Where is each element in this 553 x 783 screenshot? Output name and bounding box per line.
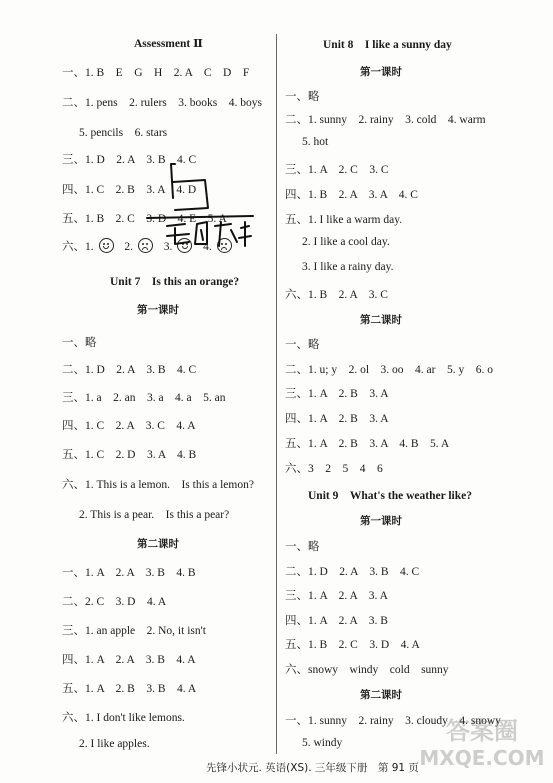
answer-row: 四、1. C 2. B 3. A 4. D (62, 184, 197, 196)
answer-row: 五、1. B 2. C 3. D 4. E 5. A (62, 213, 227, 225)
answer-row: 二、1. pens 2. rulers 3. books 4. boys (62, 97, 262, 109)
answer-row: 二、1. u; y 2. ol 3. oo 4. ar 5. y 6. o (285, 364, 493, 376)
answer-row: 二、1. D 2. A 3. B 4. C (62, 364, 197, 376)
lesson-title: 第二课时 (360, 314, 402, 326)
lesson-title: 第二课时 (137, 538, 179, 550)
answer-row: 四、1. B 2. A 3. A 4. C (285, 189, 418, 201)
answer-row: 五、1. C 2. D 3. A 4. B (62, 449, 197, 461)
answer-row: 五、1. A 2. B 3. B 4. A (62, 683, 197, 695)
answer-row: 3. I like a rainy day. (302, 261, 394, 273)
answer-row: 2. I like a cool day. (302, 236, 390, 248)
answer-row: 一、略 (285, 541, 320, 553)
answer-row: 四、1. A 2. B 3. A (285, 413, 389, 425)
answer-row: 四、1. A 2. A 3. B (285, 615, 388, 627)
answer-row: 2. This is a pear. Is this a pear? (79, 509, 230, 521)
lesson-title: 第二课时 (360, 689, 402, 701)
item-number: 2. (124, 241, 133, 253)
answer-row: 5. hot (302, 136, 329, 148)
answer-row: 六、1. This is a lemon. Is this a lemon? (62, 479, 254, 491)
answer-row: 四、1. C 2. A 3. C 4. A (62, 420, 196, 432)
answer-row: 三、1. A 2. A 3. A (285, 590, 388, 602)
row-prefix: 六、1. (62, 241, 94, 253)
answer-row: 四、1. A 2. A 3. B 4. A (62, 654, 196, 666)
answer-row: 5. pencils 6. stars (79, 127, 168, 139)
answer-row: 六、snowy windy cold sunny (285, 664, 449, 676)
answer-row: 三、1. a 2. an 3. a 4. a 5. an (62, 392, 226, 404)
lesson-title: 第一课时 (137, 304, 179, 316)
watermark-text-en: MXQE.COM (419, 746, 545, 770)
answer-row: 一、1. sunny 2. rainy 3. cloudy 4. snowy (285, 715, 501, 727)
page-footer: 先锋小状元. 英语(XS). 三年级下册 第 91 页 (206, 762, 419, 774)
answer-row: 三、1. A 2. B 3. A (285, 388, 389, 400)
happy-face-icon (99, 238, 114, 253)
answer-row: 六、1. I don't like lemons. (62, 712, 185, 724)
answer-row: 三、1. D 2. A 3. B 4. C (62, 154, 197, 166)
answer-row: 一、略 (285, 339, 320, 351)
answer-row: 五、1. B 2. C 3. D 4. A (285, 639, 420, 651)
assessment-title: Assessment Ⅱ (134, 38, 203, 50)
answer-row: 六、1. B 2. A 3. C (285, 289, 388, 301)
answer-row: 二、1. sunny 2. rainy 3. cold 4. warm (285, 114, 486, 126)
answer-row: 一、1. A 2. A 3. B 4. B (62, 567, 196, 579)
answer-row: 五、1. I like a warm day. (285, 214, 403, 226)
answer-row: 二、2. C 3. D 4. A (62, 596, 167, 608)
answer-row: 二、1. D 2. A 3. B 4. C (285, 566, 420, 578)
answer-row: 一、略 (62, 337, 97, 349)
watermark-logo (417, 709, 547, 773)
lesson-title: 第一课时 (360, 66, 402, 78)
answer-row: 三、1. an apple 2. No, it isn't (62, 625, 206, 637)
unit9-title: Unit 9 What's the weather like? (308, 490, 472, 502)
item-number: 3. (163, 241, 173, 253)
answer-row: 2. I like apples. (79, 738, 150, 750)
lesson-title: 第一课时 (360, 515, 402, 527)
answer-row: 5. windy (302, 737, 343, 749)
answer-row: 五、1. A 2. B 3. A 4. B 5. A (285, 438, 450, 450)
unit8-title: Unit 8 I like a sunny day (323, 39, 452, 51)
unit7-title: Unit 7 Is this an orange? (110, 276, 240, 288)
handwritten-scribble (145, 158, 255, 258)
watermark-text-cn: 答案圈 (446, 717, 518, 745)
item-number: 4. (203, 241, 212, 253)
answer-row: 三、1. A 2. C 3. C (285, 164, 389, 176)
answer-row: 一、1. B E G H 2. A C D F (62, 67, 250, 79)
answer-row: 六、3 2 5 4 6 (285, 463, 383, 475)
column-divider (276, 34, 277, 754)
answer-row: 一、略 (285, 91, 320, 103)
